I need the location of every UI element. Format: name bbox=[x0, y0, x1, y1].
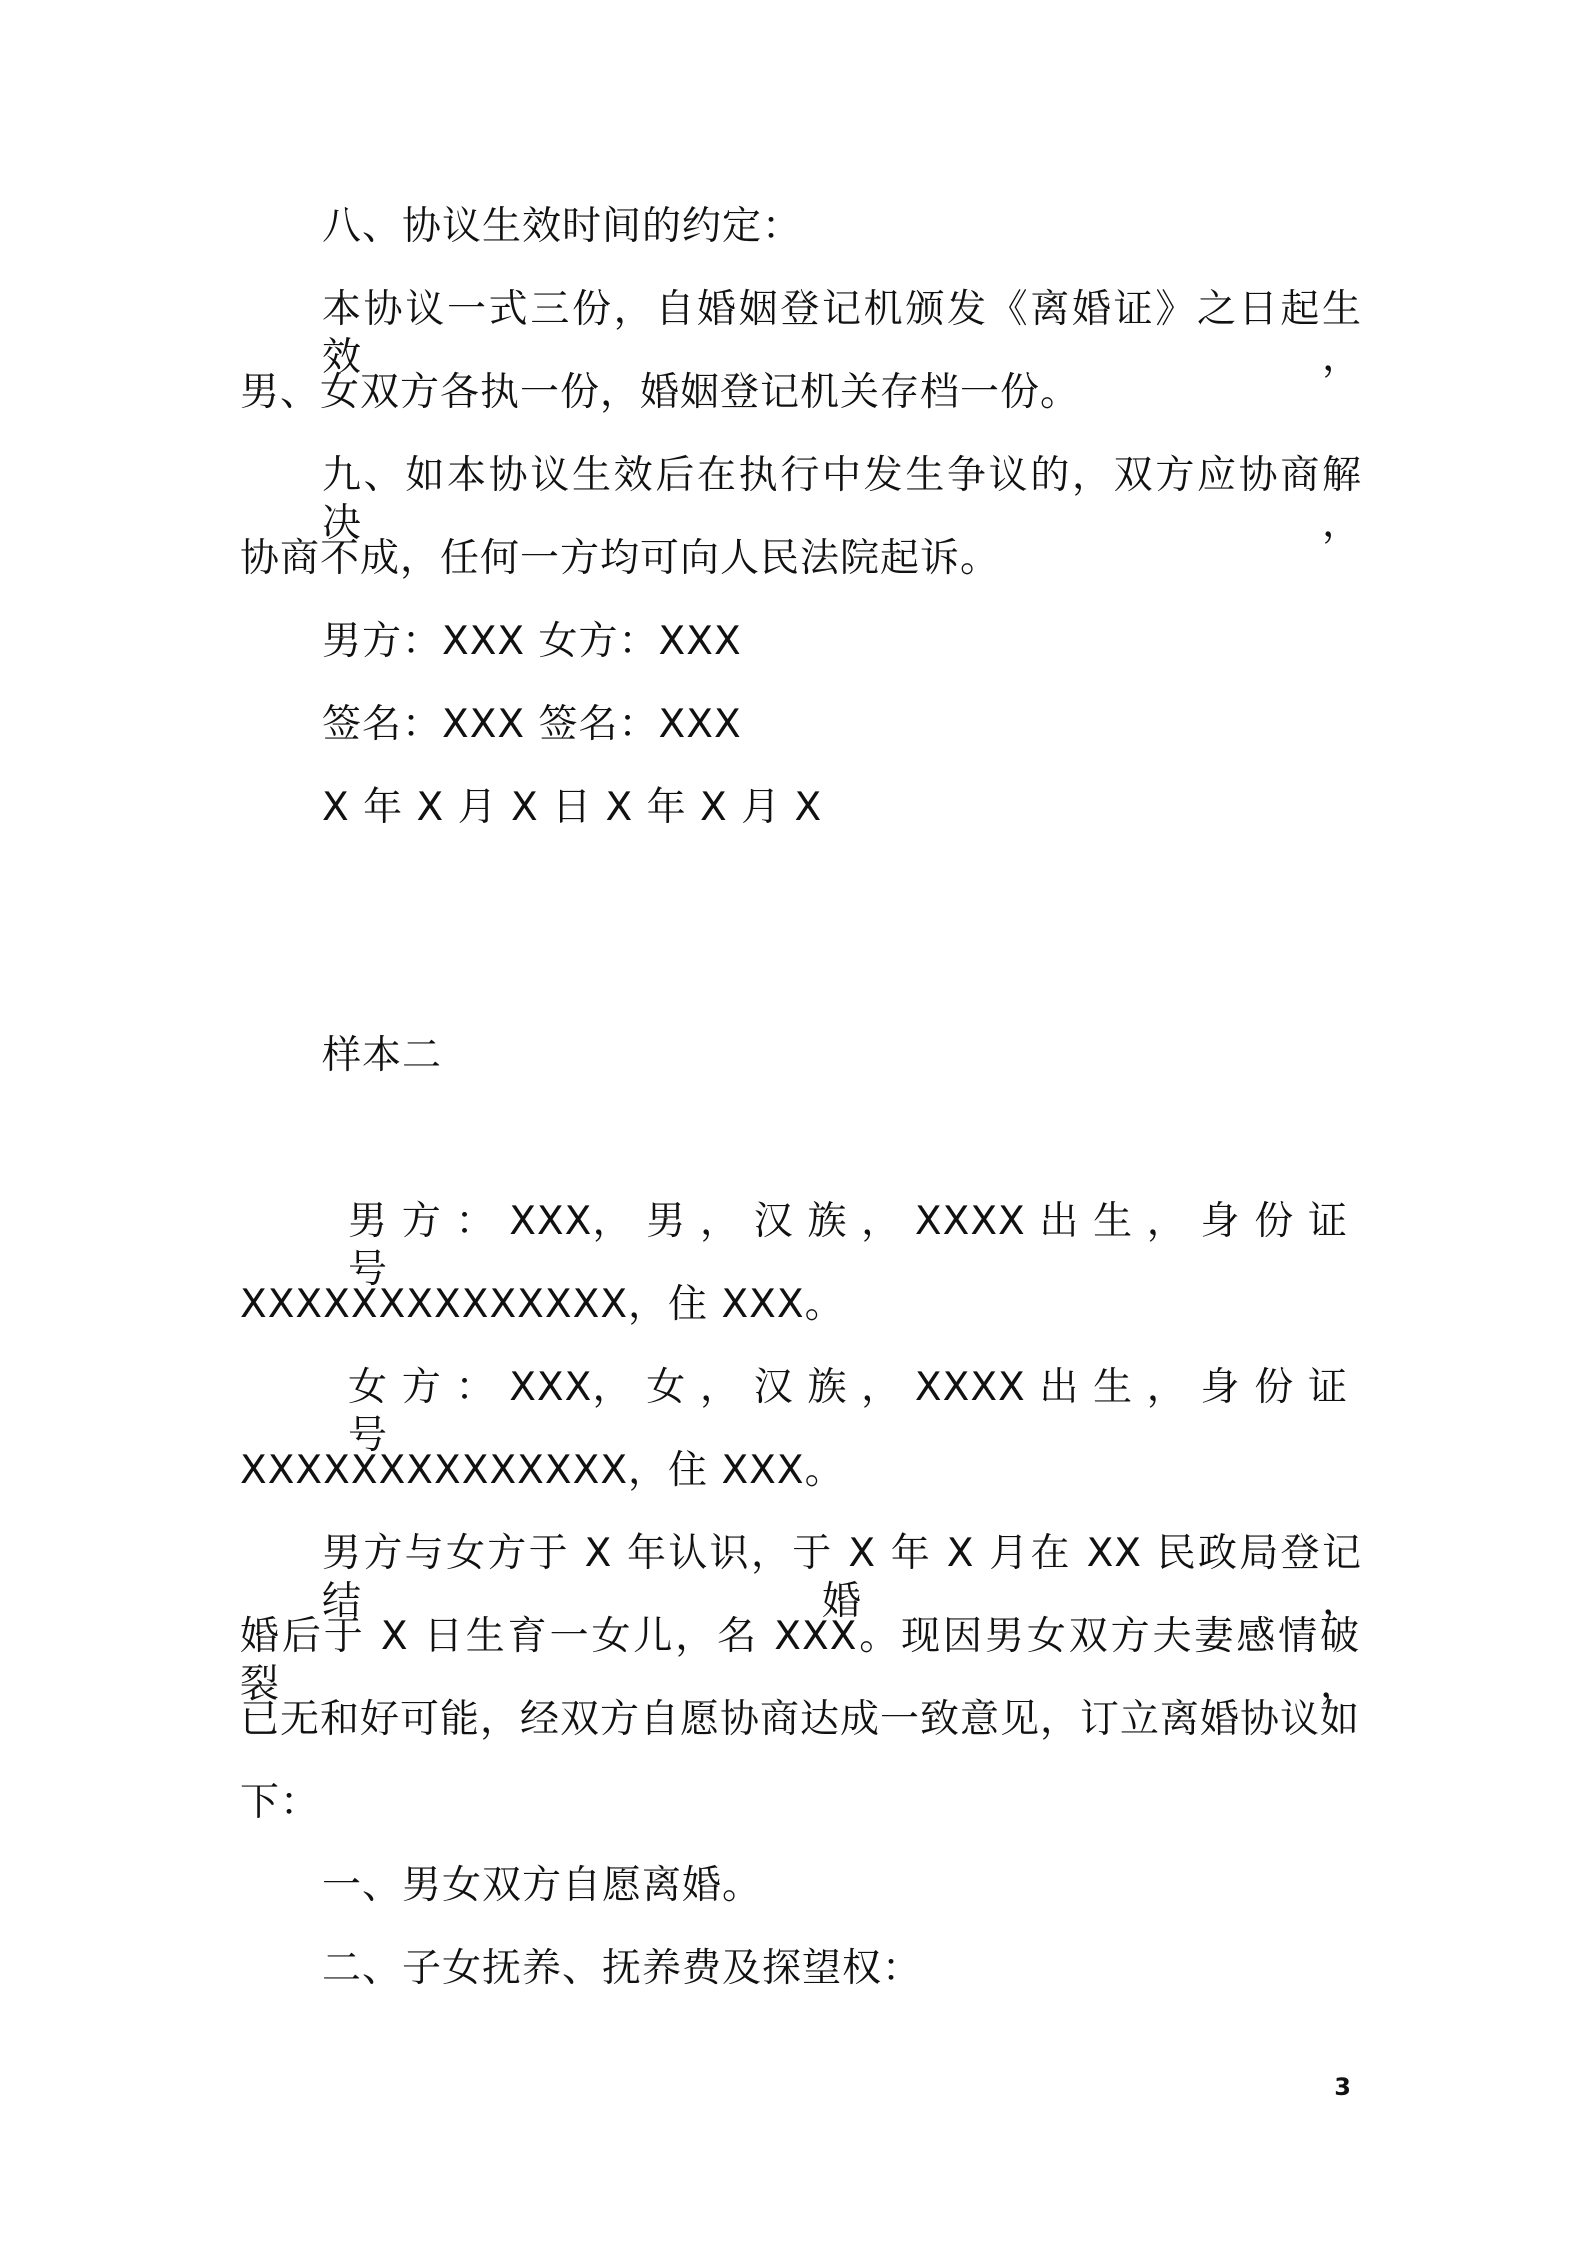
background-line-3: 已无和好可能，经双方自愿协商达成一致意见，订立离婚协议如 bbox=[240, 1697, 1361, 1742]
background-line-1: 男方与女方于 X 年认识，于 X 年 X 月在 XX 民政局登记结婚， bbox=[322, 1531, 1362, 1624]
background-line-4: 下： bbox=[240, 1780, 321, 1825]
clause-1-line: 一、男女双方自愿离婚。 bbox=[322, 1863, 763, 1908]
male-party-line-1: 男 方 ： XXX， 男 ， 汉 族 ， XXXX 出 生 ， 身 份 证 号 bbox=[348, 1199, 1348, 1292]
sample-2-heading: 样本二 bbox=[322, 1033, 443, 1078]
date-line: X 年 X 月 X 日 X 年 X 月 X bbox=[322, 785, 823, 830]
page-number: 3 bbox=[1334, 2073, 1351, 2101]
clause-9-line-1: 九、如本协议生效后在执行中发生争议的，双方应协商解决， bbox=[322, 453, 1362, 546]
background-line-2: 婚后于 X 日生育一女儿，名 XXX。现因男女双方夫妻感情破裂， bbox=[240, 1614, 1360, 1707]
clause-8-text-line-1: 本协议一式三份，自婚姻登记机颁发《离婚证》之日起生效， bbox=[322, 287, 1362, 380]
female-party-line-1: 女 方 ： XXX， 女 ， 汉 族 ， XXXX 出 生 ， 身 份 证 号 bbox=[348, 1365, 1348, 1458]
clause-9-line-2: 协商不成，任何一方均可向人民法院起诉。 bbox=[240, 536, 1001, 581]
clause-8-text-line-2: 男、女双方各执一份，婚姻登记机关存档一份。 bbox=[240, 370, 1081, 415]
clause-8-heading: 八、协议生效时间的约定： bbox=[322, 204, 803, 249]
female-party-line-2: XXXXXXXXXXXXXX，住 XXX。 bbox=[240, 1448, 845, 1493]
parties-line: 男方：XXX 女方：XXX bbox=[322, 619, 742, 664]
clause-2-heading: 二、子女抚养、抚养费及探望权： bbox=[322, 1946, 923, 1991]
signature-line: 签名：XXX 签名：XXX bbox=[322, 702, 742, 747]
male-party-line-2: XXXXXXXXXXXXXX，住 XXX。 bbox=[240, 1282, 845, 1327]
